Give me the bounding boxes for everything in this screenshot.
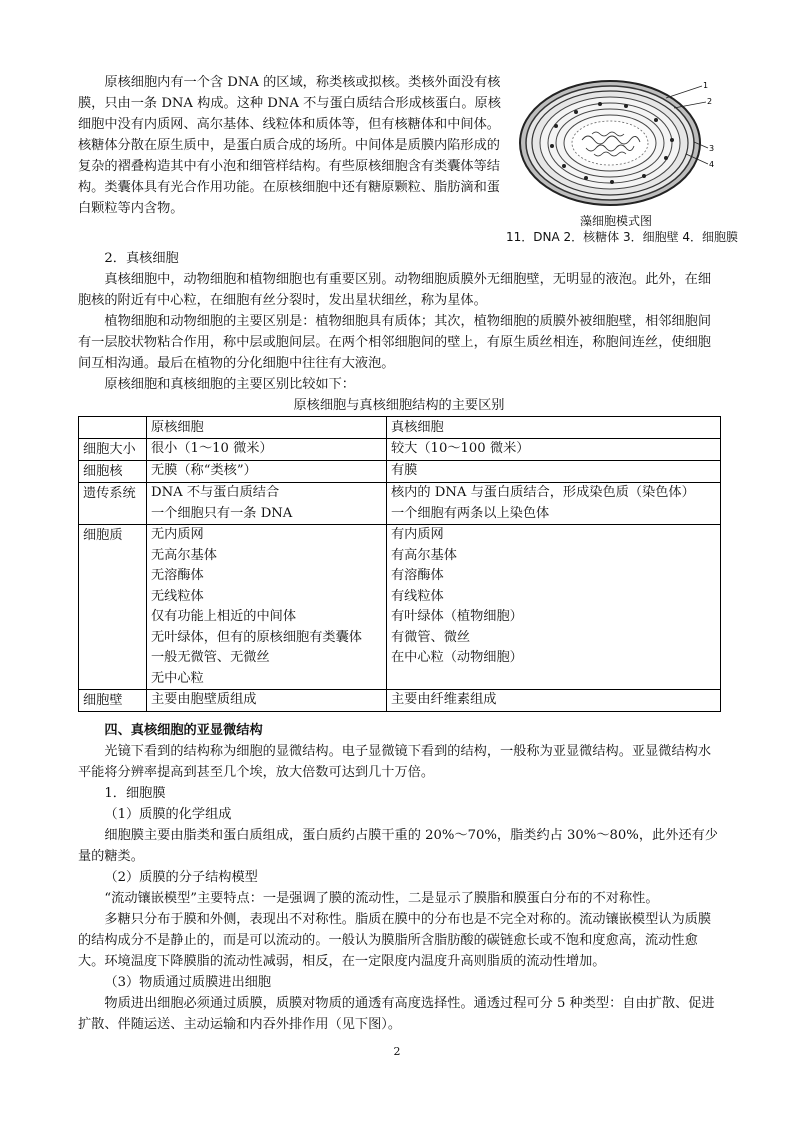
prokaryote-cell-line: 无溶酶体 (151, 568, 204, 583)
intro-paragraph: 原核细胞内有一个含 DNA 的区域，称类核或拟核。类核外面没有核膜，只由一条 DNA 构成。这种 DNA 不与蛋白质结合形成核蛋白。原核细胞中没有内质网、高尔基体、线粒体和质体等，但有核糖体和中间体。核糖体分散在原生质中，是蛋白质合成的场所。中间体是质膜内陷形成的复杂的褶叠构造其中有小泡和细管样结构。有些原核细胞含有类囊体等结构。类囊体具有光合作用功能。在原核细胞中还有糖原颗粒、脂肪滴和蛋白颗粒等内含物。 (78, 75, 501, 216)
table-body (79, 439, 721, 712)
section-4-title: 四、真核细胞的亚显微结构 (104, 723, 263, 738)
prokaryote-cell-line: 很小（1～10 微米） (151, 441, 273, 456)
prokaryote-cell-line: 无中心粒 (151, 670, 204, 686)
subheading-chemical-composition: （1）质膜的化学组成 (104, 807, 232, 822)
eukaryote-cell-line: 有高尔基体 (391, 547, 457, 563)
prokaryote-cell-line: 一个细胞只有一条 DNA (151, 505, 293, 521)
prokaryote-cell-line: 仅有功能上相近的中间体 (151, 609, 297, 624)
eukaryote-cell-line: 有膜 (391, 463, 418, 478)
subheading-molecular-model: （2）质膜的分子结构模型 (104, 870, 258, 885)
eukaryote-cell-line: 核内的 DNA 与蛋白质结合，形成染色质（染色体） (391, 485, 695, 500)
prokaryote-cell-line: 无高尔基体 (151, 547, 217, 563)
figure-legend: 11．DNA 2．核糖体 3．细胞壁 4．细胞膜 (506, 230, 739, 244)
section-4-intro: 光镜下看到的结构称为细胞的显微结构。电子显微镜下看到的结构，一般称为亚显微结构。亚显微结构水平能将分辨率提高到甚至几个埃，放大倍数可达到几十万倍。 (78, 744, 712, 780)
eukaryote-cell (387, 690, 721, 712)
figure-label-3: 3 (709, 144, 715, 153)
eukaryote-cell (387, 439, 721, 461)
prokaryote-cell-line: 一般无微管、无微丝 (151, 650, 270, 665)
eukaryote-cell-line: 较大（10～100 微米） (391, 441, 530, 456)
figure-label-4: 4 (709, 160, 715, 169)
figure-title: 藻细胞模式图 (579, 214, 652, 228)
figure-label-2: 2 (707, 97, 713, 106)
paragraph-transport: 物质进出细胞必须通过质膜，质膜对物质的通透有高度选择性。通透过程可分 5 种类型：自由扩散、促进扩散、伴随运送、主动运输和内吞外排作用（见下图）。 (78, 996, 715, 1032)
eukaryote-paragraph-3: 原核细胞和真核细胞的主要区别比较如下： (104, 377, 355, 392)
eukaryote-cell-line: 在中心粒（动物细胞） (391, 650, 523, 665)
algae-cell-diagram (516, 76, 716, 210)
prokaryote-cell-line: DNA 不与蛋白质结合 (151, 485, 280, 500)
subheading-cell-membrane: 1．细胞膜 (104, 786, 166, 801)
eukaryote-heading: 2．真核细胞 (104, 251, 179, 266)
eukaryote-cell (387, 525, 721, 690)
eukaryote-paragraph-1: 真核细胞中，动物细胞和植物细胞也有重要区别。动物细胞质膜外无细胞壁，无明显的液泡。此外，在细胞核的附近有中心粒，在细胞有丝分裂时，发出星状细丝，称为星体。 (78, 272, 712, 308)
prokaryote-cell-line: 无线粒体 (151, 588, 204, 604)
eukaryote-cell-line: 有溶酶体 (391, 568, 444, 583)
table-row (79, 690, 721, 712)
prokaryote-cell (147, 483, 387, 525)
table-header-cell (79, 417, 147, 439)
prokaryote-cell (147, 461, 387, 483)
page-number: 2 (393, 1045, 401, 1058)
table-header-cell: 真核细胞 (387, 417, 721, 439)
eukaryote-cell-line: 一个细胞有两条以上染色体 (391, 505, 550, 521)
table-header-cell: 原核细胞 (147, 417, 387, 439)
eukaryote-cell-line: 有内质网 (391, 527, 444, 542)
prokaryote-cell-line: 无叶绿体，但有的原核细胞有类囊体 (151, 629, 362, 645)
table-caption: 原核细胞与真核细胞结构的主要区别 (293, 398, 505, 413)
row-label-cell: 细胞壁 (79, 690, 147, 712)
eukaryote-cell (387, 483, 721, 525)
paragraph-chemical-composition: 细胞膜主要由脂类和蛋白质组成，蛋白质约占膜干重的 20%～70%，脂类约占 30%～80%，此外还有少量的糖类。 (78, 828, 718, 864)
subheading-transport: （3）物质通过质膜进出细胞 (104, 975, 272, 990)
eukaryote-paragraph-2: 植物细胞和动物细胞的主要区别是：植物细胞具有质体；其次，植物细胞的质膜外被细胞壁，相邻细胞间有一层胶状物粘合作用，称中层或胞间层。在两个相邻细胞间的壁上，有原生质丝相连，称胞间连丝，使细胞间互相沟通。最后在植物的分化细胞中往往有大液泡。 (78, 314, 712, 371)
table-row (79, 461, 721, 483)
table-row (79, 483, 721, 525)
row-label-cell: 细胞质 (79, 525, 147, 690)
algae-cell-figure (506, 76, 739, 248)
eukaryote-cell-line: 有微管、微丝 (391, 629, 471, 645)
eukaryote-cell-line: 有线粒体 (391, 588, 444, 604)
eukaryote-cell-line: 有叶绿体（植物细胞） (391, 609, 523, 624)
prokaryote-cell (147, 525, 387, 690)
paragraph-model-details: 多糖只分布于膜和外侧，表现出不对称性。脂质在膜中的分布也是不完全对称的。流动镶嵌模型认为质膜的结构成分不是静止的，而是可以流动的。一般认为膜脂所含脂肪酸的碳链愈长或不饱和度愈高，流动性愈大。环境温度下降膜脂的流动性减弱，相反，在一定限度内温度升高则脂质的流动性增加。 (78, 912, 712, 969)
prokaryote-cell (147, 439, 387, 461)
table-row (79, 525, 721, 690)
table-row (79, 439, 721, 461)
eukaryote-cell (387, 461, 721, 483)
eukaryote-cell-line: 主要由纤维素组成 (391, 692, 497, 707)
row-label-cell: 细胞核 (79, 461, 147, 483)
row-label-cell: 遗传系统 (79, 483, 147, 525)
figure-label-1: 1 (703, 81, 709, 90)
prokaryote-cell-line: 无膜（称“类核”） (151, 463, 257, 478)
prokaryote-cell-line: 主要由胞壁质组成 (151, 692, 257, 707)
table-header-row (79, 417, 721, 439)
prokaryote-cell (147, 690, 387, 712)
intro-block (78, 72, 739, 248)
document-page (78, 72, 739, 1035)
paragraph-model-features: “流动镶嵌模型”主要特点：一是强调了膜的流动性，二是显示了膜脂和膜蛋白分布的不对称性。 (104, 891, 659, 906)
row-label-cell: 细胞大小 (79, 439, 147, 461)
comparison-table (78, 416, 721, 712)
prokaryote-cell-line: 无内质网 (151, 527, 204, 542)
